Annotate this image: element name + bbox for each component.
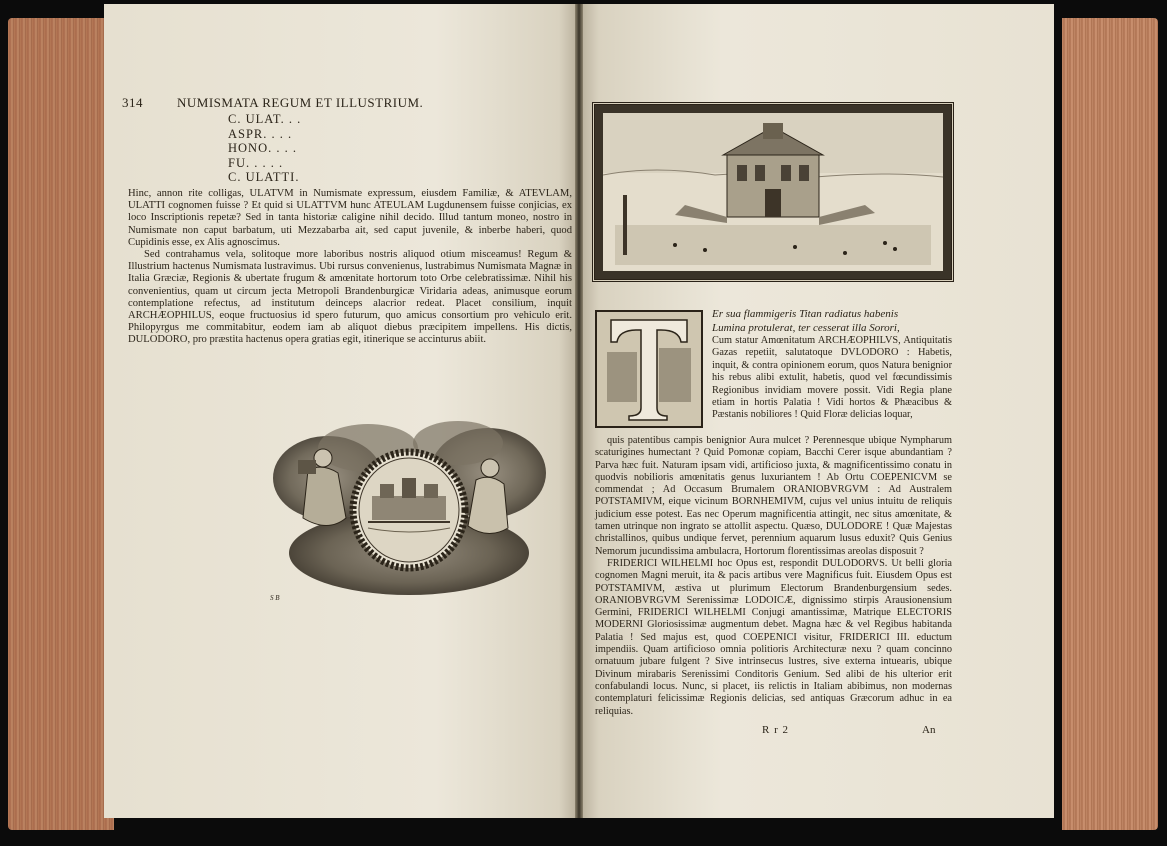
book-gutter — [575, 4, 583, 818]
paragraph: Cum statur Amœnitatum ARCHÆOPHILVS, Antiquitatis Gazas repetiit, salutatoque DVLODORO : Habetis, inquit, & contra opinionem eorum, quos Natura benignior his rebus alibi extulit, habetis, quod vel fœcundissimis Regionibus invidiam movere possit. Vidi Regia plane etiam in hortis Palatia ! Vidi hortos & Phæacibus & Pæstanis nobiliores ! Quid Floræ delicias loquar, — [712, 335, 952, 421]
right-page-edges — [1062, 18, 1158, 830]
engraver-mark: S B — [270, 594, 280, 602]
gathering-signature: R r 2 — [762, 724, 789, 736]
running-title: NUMISMATA REGUM ET ILLUSTRIUM. — [177, 95, 424, 110]
left-page-edges — [8, 18, 114, 830]
catchword: An — [922, 724, 936, 736]
palace-engraving-plate — [592, 102, 954, 282]
abbreviation-line: FU. . . . . — [228, 155, 284, 170]
abbreviation-line: ASPR. . . . — [228, 126, 293, 141]
right-body-text — [595, 435, 952, 718]
paragraph: Hinc, annon rite colligas, ULATVM in Numismate expressum, eiusdem Familiæ, & ATEVLAM, ULATTI cognomen fuisse ? Et quid si ULATTVM hunc ATEULAM Lugdunensem fuisse conjicias, ex loco Inscriptionis repetæ? Sed in tanta historiæ caligine nihil decido. Illud tantum moneo, nostro in Numismate non caput barbatum, uti Mezzabarba ait, sed caput juvenile, & inberbe haberi, quod Cupidinis esse, ex Alis agnoscimus. — [128, 188, 572, 248]
abbreviation-list — [228, 112, 301, 185]
paragraph: quis patentibus campis benignior Aura mulcet ? Perennesque ubique Nympharum scaturigines humectant ? Quid Pomonæ copiam, Bacchi Cerer isque abundantiam ? Parva hæc fuit. Naturam ipsam vidi, artificioso juxta, & magnificentissimo conatu in quodvis nobilioris amœnitatis genus luxuriantem ! Ab Ortu COEPENICVM se commendat ; Ad Occasum Brumalem ORANIOBVRGVM : Ad Australem POTSTAMIVM, eique vicinum BORNHEMIVM, cujus vel unius intuitu de reliquis judicium esse potest. Eas nec Operum magnificentia attingit, nec situs amœnitate, & tamen utrinque non ingrato se attollit aspectu. Quæso, DULODORE ! Quæ Majestas christallinos, quibus undique fervet, perennium aquarum lusus eduxit? Quis Genius Nemorum jucundissima ambulacra, Hortorum florentissimas areolas disposuit ? — [595, 435, 952, 557]
verse-line: Lumina protulerat, ter cesserat illa Sorori, — [712, 322, 900, 334]
allegorical-vignette-engraving — [268, 418, 550, 600]
abbreviation-line: C. ULATTI. — [228, 170, 300, 185]
opening-verse — [712, 307, 952, 335]
left-body-text — [128, 188, 572, 347]
left-page — [104, 4, 578, 818]
opening-text — [712, 335, 952, 422]
decorated-initial-letter — [595, 310, 703, 428]
abbreviation-line: HONO. . . . — [228, 141, 297, 156]
page-number: 314 — [122, 95, 143, 110]
paragraph: Sed contrahamus vela, solitoque more laboribus nostris aliquod otium misceamus! Regum & Illustrium hactenus Numismata lustravimus. Ubi rursus convenienus, lustrabimus Numismata Magnæ in Italia Græciæ, Regionis & ubertate frugum & amœnitate hortorum toto Orbe celebratissimæ. Nihil his convenientius, quam ut circum jecta Metropoli Brandenburgicæ Viridaria adeas, animusque eorum contemplatione refectus, ad institutum deinceps alacrior redeat. Placet consilium, inquit ARCHÆOPHILUS, eoque fructuosius id spero futurum, quo amicus consortium pro vehiculo erit. Philopyrgus me commitabitur, eodem iam ab aliquot diebus præcipitem impellens. His dictis, DULODORO, pro præstita hactenus opera gratias egit, itinerique se accinturus abiit. — [128, 249, 572, 346]
paragraph: FRIDERICI WILHELMI hoc Opus est, respondit DULODORVS. Ut belli gloria cognomen Magni meruit, ita & pacis artibus vere Magnificus fuit. Eiusdem Opus est POTSTAMIVM, æstiva ut plurimum Electorum Brandenburgensium sedes. ORANIOBVRGVM Serenissimæ LODOICÆ, dignissimo stirpis Arausionensium Germini, FRIDERICI WILHELMI Conjugi amantissimæ, Matrique ELECTORIS MODERNI Gloriosissimæ augmentum debet. Magna hæc & vel Regibus habitanda Palatia ! Sed majus est, quod COEPENICI visitur, FRIDERICI III. eductum impendiis. Quam artificioso omnia politioris Architecturæ nexu ? quam concinno ornatuum jubare fulgent ? Sive intrinsecus lustres, sive externa intuearis, ubique Divinum mirabaris Serenissimi Conditoris Genium. Sed alibi de his ulterior erit confabulandi locus. Nunc, si placet, iis relictis in Italiam abibimus, non modernas contemplaturi felicissimæ Regionis delicias, sed antiquas Græcorum adhuc in ea reliquias. — [595, 557, 952, 717]
abbreviation-line: C. ULAT. . . — [228, 112, 302, 126]
verse-line: Er sua flammigeris Titan radiatus habenis — [712, 308, 899, 320]
